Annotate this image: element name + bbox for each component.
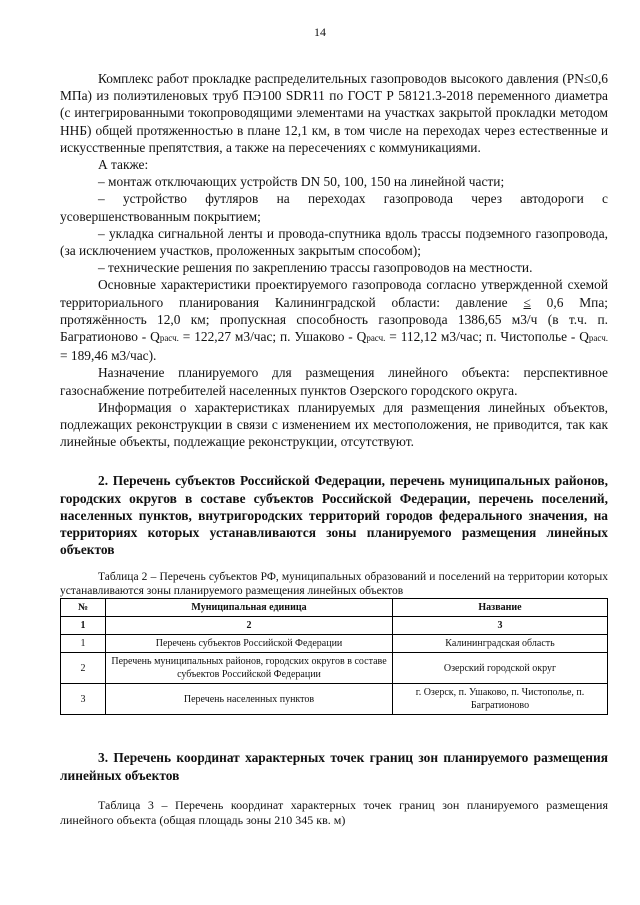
list-item-signal-tape: – укладка сигнальной ленты и провода-спутника вдоль трассы подземного газопровода, (за исключением участков, проложенных закрытым способом); — [60, 225, 608, 259]
table-row — [61, 684, 608, 715]
paragraph-purpose: Назначение планируемого для размещения линейного объекта: перспективное газоснабжение потребителей населенных пунктов Озерского городского округа. — [60, 365, 608, 398]
section-3-heading: 3. Перечень координат характерных точек границ зон планируемого размещения линейных объектов — [60, 750, 608, 783]
table-cell: Калининградская область — [393, 635, 608, 653]
table-3-caption: Таблица 3 – Перечень координат характерных точек границ зон планируемого размещения линейного объекта (общая площадь зоны 210 345 кв. м) — [60, 797, 608, 827]
table-cell: г. Озерск, п. Ушаково, п. Чистополье, п. Багратионово — [393, 684, 608, 715]
document-body — [60, 0, 608, 828]
paragraph-scope: Комплекс работ прокладке распределительных газопроводов высокого давления (PN≤0,6 МПа) из полиэтиленовых труб ПЭ100 SDR11 по ГОСТ Р 58121.3-2018 переменного диаметра (с интегрированными токопроводящими элементами на участках закрытой прокладки методом ННБ) общей протяженностью в плане 12,1 км, в том числе на переходах через естественные и искусственные препятствия, а также на пересечениях с коммуникациями. — [60, 71, 608, 155]
header-cell: Название — [393, 599, 608, 617]
paragraph-characteristics: Основные характеристики проектируемого газопровода согласно утвержденной схемой территориального планирования Калининградской области: давление ≤ 0,6 Мпа; протяжённость 12,0 км; пропускная способность газопровода 1386,65 м3/ч (в т.ч. п. Багратионово - Qрасч. = 122,27 м3/час; п. Ушаково - Qрасч. = 112,12 м3/час; п. Чистополье - Qрасч. = 189,46 м3/час). — [60, 277, 609, 364]
page-number: 14 — [314, 25, 326, 39]
list-item-valves: – монтаж отключающих устройств DN 50, 100, 150 на линейной части; — [98, 174, 505, 190]
table-row — [61, 653, 608, 684]
list-item-casings: – устройство футляров на переходах газопровода через автодороги с усовершенствованным покрытием; — [60, 191, 608, 224]
table-cell: Озерский городской округ — [393, 653, 608, 684]
table-cell: Перечень населенных пунктов — [106, 684, 393, 715]
table-number-row — [61, 617, 608, 635]
header-cell: Муниципальная единица — [106, 599, 393, 617]
header-cell: № — [61, 599, 106, 617]
table-row — [61, 635, 608, 653]
table-cell: 3 — [61, 684, 106, 715]
list-item-route-fixing: – технические решения по закреплению трассы газопроводов на местности. — [98, 260, 533, 276]
number-cell: 1 — [61, 617, 106, 635]
number-cell: 2 — [106, 617, 393, 635]
table-2-caption: Таблица 2 – Перечень субъектов РФ, муниципальных образований и поселений на территории которых устанавливаются зоны планируемого размещения линейных объектов — [60, 571, 608, 598]
table-cell: Перечень муниципальных районов, городских округов в составе субъектов Российской Федерации — [106, 653, 393, 684]
table-cell: Перечень субъектов Российской Федерации — [106, 635, 393, 653]
paragraph-reconstruction: Информация о характеристиках планируемых для размещения линейных объектов, подлежащих реконструкции в связи с изменением их местоположения, не приводится, так как линейные объекты, подлежащие реконструкции, отсутствуют. — [60, 399, 608, 450]
table-header-row — [61, 599, 608, 617]
number-cell: 3 — [393, 617, 608, 635]
table-cell: 1 — [61, 635, 106, 653]
section-2-heading: 2. Перечень субъектов Российской Федерации, перечень муниципальных районов, городских округов в составе субъектов Российской Федерации, перечень поселений, населенных пунктов, внутригородских территорий городов федерального значения, на территориях которых устанавливаются зоны планируемого размещения линейных объектов — [60, 473, 608, 558]
table-cell: 2 — [61, 653, 106, 684]
paragraph-also: А также: — [98, 157, 149, 173]
table-2 — [60, 598, 608, 715]
